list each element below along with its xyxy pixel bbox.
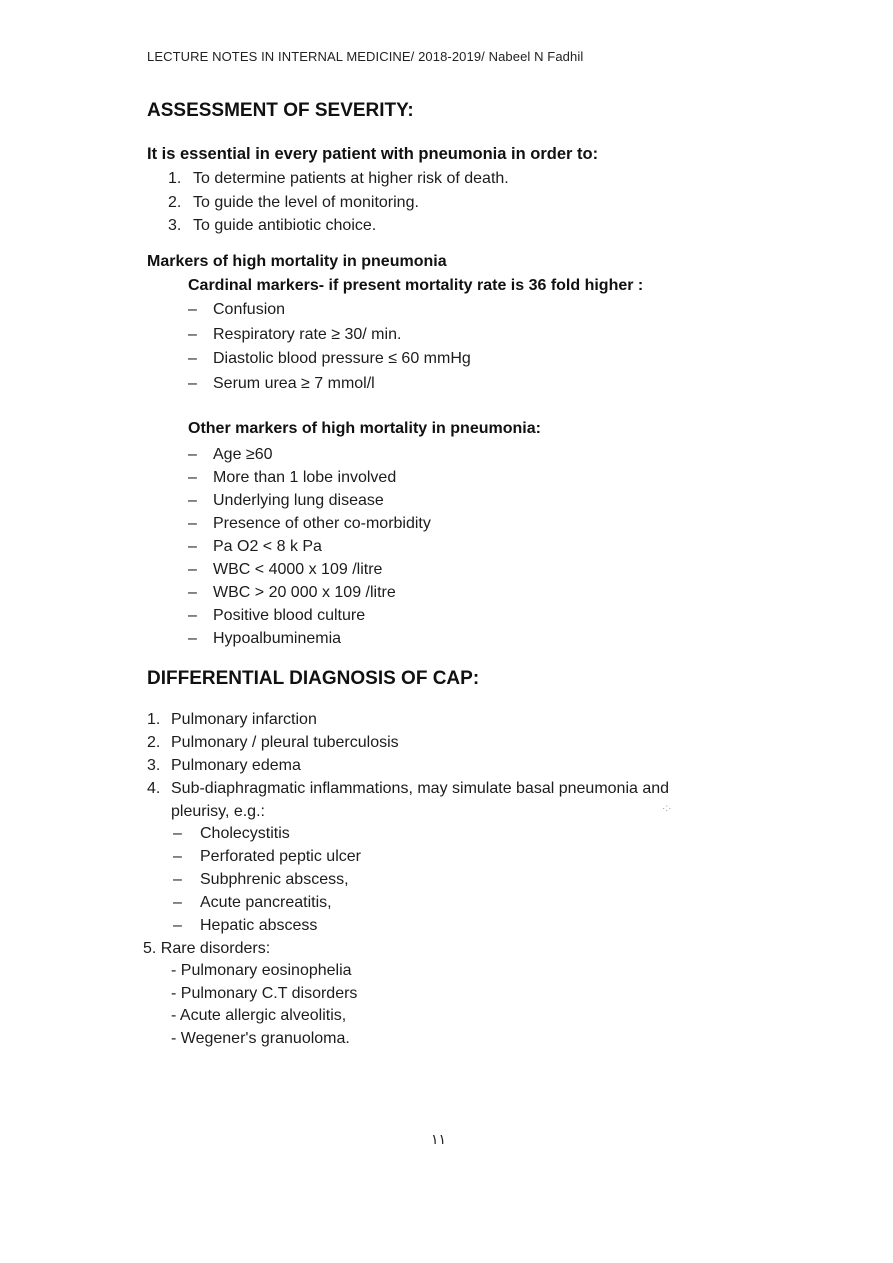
other-markers-title: Other markers of high mortality in pneumonia: (188, 420, 541, 437)
rare-disorders-list (171, 960, 357, 1050)
list-item (188, 581, 431, 604)
dash-bullet: – (188, 374, 197, 392)
list-number: 4. (147, 780, 161, 797)
list-item-text: pleurisy, e.g.: (171, 803, 265, 820)
list-item (188, 558, 431, 581)
list-item-text: Pulmonary edema (171, 757, 301, 774)
list-item: - Wegener's granuoloma. (171, 1029, 350, 1047)
list-item-text: WBC > 20 000 x 109 /litre (213, 584, 396, 601)
markers-title: Markers of high mortality in pneumonia (147, 253, 447, 270)
list-item (173, 845, 361, 868)
subdiaphragmatic-list (173, 822, 361, 937)
list-item: - Pulmonary eosinophelia (171, 962, 352, 979)
list-item-text: To guide the level of monitoring. (193, 193, 419, 211)
dash-bullet: – (188, 584, 197, 601)
list-item (188, 298, 471, 323)
dash-bullet: – (173, 871, 182, 888)
list-item (188, 512, 431, 535)
list-item-text: Cholecystitis (200, 825, 290, 842)
list-item-text: To determine patients at higher risk of death. (193, 170, 509, 187)
section-title-differential: DIFFERENTIAL DIAGNOSIS OF CAP: (147, 668, 480, 689)
list-item (168, 214, 509, 238)
dash-bullet: – (173, 848, 182, 865)
list-item (173, 822, 361, 845)
dash-bullet: – (188, 446, 197, 463)
list-number: 3. (147, 757, 161, 774)
assessment-list (168, 167, 509, 238)
list-item-text: Perforated peptic ulcer (200, 848, 361, 865)
section-title-assessment: ASSESSMENT OF SEVERITY: (147, 100, 414, 121)
list-item-text: Presence of other co-morbidity (213, 515, 431, 532)
list-item (188, 535, 431, 558)
list-item (188, 443, 431, 466)
list-item: - Acute allergic alveolitis, (171, 1007, 347, 1024)
list-item-text: To guide antibiotic choice. (193, 217, 377, 234)
dash-bullet: – (188, 515, 197, 532)
list-item-text: Pulmonary infarction (171, 711, 317, 728)
list-item-text: Pulmonary / pleural tuberculosis (171, 734, 399, 751)
other-markers-list (188, 443, 431, 650)
dash-bullet: – (188, 561, 197, 578)
list-item-text: Pa O2 < 8 k Pa (213, 538, 322, 555)
list-number: 1. (147, 711, 161, 728)
list-item (173, 914, 361, 937)
dash-bullet: – (188, 538, 197, 555)
list-item-text: WBC < 4000 x 109 /litre (213, 561, 383, 578)
list-item (173, 868, 361, 891)
list-number: 3. (168, 217, 182, 234)
running-header: LECTURE NOTES IN INTERNAL MEDICINE/ 2018-2019/ Nabeel N Fadhil (147, 49, 584, 64)
list-item (188, 347, 471, 372)
list-item-text: Confusion (213, 301, 286, 318)
list-item (188, 323, 471, 348)
list-item-text: Hypoalbuminemia (213, 630, 342, 647)
list-number: 1. (168, 170, 182, 187)
list-item-continuation (147, 800, 669, 823)
list-item (168, 167, 509, 191)
dash-bullet: – (188, 301, 197, 318)
dash-bullet: – (188, 325, 197, 343)
dash-bullet: – (188, 492, 197, 509)
page-number: ١١ (431, 1131, 447, 1147)
list-item-text: Age ≥60 (213, 446, 273, 463)
list-item-text: Respiratory rate ≥ 30/ min. (213, 325, 402, 343)
list-item (147, 708, 669, 731)
cardinal-markers-list (188, 298, 471, 396)
list-item-text: Serum urea ≥ 7 mmol/l (213, 374, 375, 392)
list-item (168, 191, 509, 215)
list-item-text: Hepatic abscess (200, 917, 318, 934)
list-item (173, 891, 361, 914)
list-item (147, 731, 669, 754)
list-item (188, 627, 431, 650)
dash-bullet: – (173, 825, 182, 842)
rare-disorders-title: 5. Rare disorders: (143, 940, 271, 957)
list-item (188, 604, 431, 627)
list-item: - Pulmonary C.T disorders (171, 984, 358, 1002)
list-item (188, 489, 431, 512)
list-number: 2. (168, 193, 182, 211)
dash-bullet: – (188, 630, 197, 647)
list-item (188, 372, 471, 397)
dash-bullet: – (188, 607, 197, 624)
dash-bullet: – (173, 917, 182, 934)
list-item-text: Subphrenic abscess, (200, 871, 349, 888)
list-item-text: Diastolic blood pressure ≤ 60 mmHg (213, 350, 471, 367)
list-number: 2. (147, 734, 161, 751)
dash-bullet: – (188, 350, 197, 367)
list-item-text: Positive blood culture (213, 607, 366, 624)
list-item-text: More than 1 lobe involved (213, 469, 397, 486)
list-item (188, 466, 431, 489)
differential-list (147, 708, 669, 823)
list-item-text: Acute pancreatitis, (200, 894, 332, 911)
list-item (147, 777, 669, 800)
list-item (147, 754, 669, 777)
assessment-intro: It is essential in every patient with pneumonia in order to: (147, 145, 599, 163)
list-item-text: Underlying lung disease (213, 492, 384, 509)
dash-bullet: – (173, 894, 182, 911)
list-item-text: Sub-diaphragmatic inflammations, may simulate basal pneumonia and (171, 780, 670, 797)
cardinal-markers-title: Cardinal markers- if present mortality rate is 36 fold higher : (188, 277, 644, 294)
dash-bullet: – (188, 469, 197, 486)
